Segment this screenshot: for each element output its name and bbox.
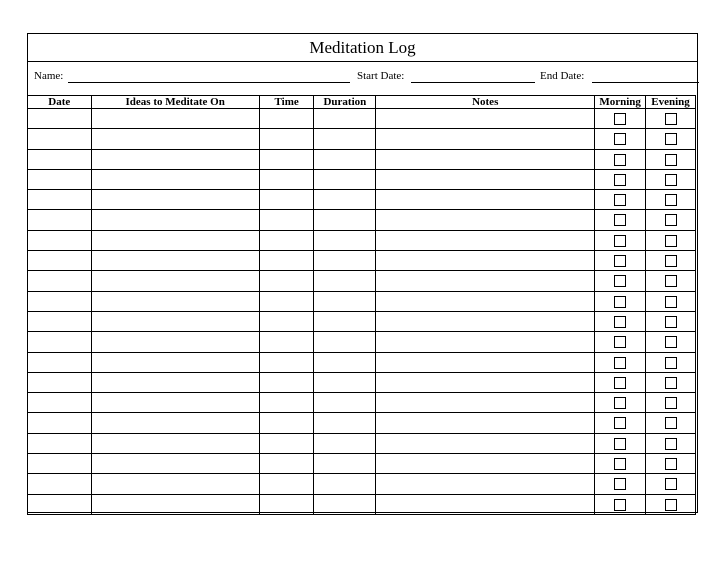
morning-checkbox[interactable]	[614, 478, 626, 490]
time-cell[interactable]	[259, 210, 314, 230]
date-cell[interactable]	[28, 494, 92, 514]
table-row	[28, 474, 696, 494]
evening-cell	[646, 332, 696, 352]
time-cell[interactable]	[259, 149, 314, 169]
evening-checkbox[interactable]	[665, 275, 677, 287]
date-cell[interactable]	[28, 291, 92, 311]
table-row	[28, 494, 696, 514]
duration-cell[interactable]	[314, 271, 376, 291]
evening-cell	[646, 494, 696, 514]
ideas-cell[interactable]	[91, 210, 259, 230]
duration-cell[interactable]	[314, 474, 376, 494]
duration-cell[interactable]	[314, 169, 376, 189]
evening-cell	[646, 169, 696, 189]
notes-cell[interactable]	[376, 311, 595, 331]
morning-cell	[595, 210, 646, 230]
date-cell[interactable]	[28, 433, 92, 453]
evening-checkbox[interactable]	[665, 316, 677, 328]
evening-cell	[646, 230, 696, 250]
duration-cell[interactable]	[314, 291, 376, 311]
morning-checkbox[interactable]	[614, 113, 626, 125]
evening-cell	[646, 454, 696, 474]
ideas-cell[interactable]	[91, 454, 259, 474]
date-cell[interactable]	[28, 372, 92, 392]
morning-checkbox[interactable]	[614, 214, 626, 226]
evening-checkbox[interactable]	[665, 499, 677, 511]
column-header-notes: Notes	[376, 96, 595, 109]
duration-cell[interactable]	[314, 311, 376, 331]
notes-cell[interactable]	[376, 372, 595, 392]
ideas-cell[interactable]	[91, 129, 259, 149]
ideas-cell[interactable]	[91, 311, 259, 331]
ideas-cell[interactable]	[91, 109, 259, 129]
time-cell[interactable]	[259, 291, 314, 311]
table-row	[28, 169, 696, 189]
morning-cell	[595, 271, 646, 291]
ideas-cell[interactable]	[91, 433, 259, 453]
ideas-cell[interactable]	[91, 251, 259, 271]
notes-cell[interactable]	[376, 413, 595, 433]
start-date-label: Start Date:	[357, 70, 405, 82]
notes-cell[interactable]	[376, 352, 595, 372]
morning-cell	[595, 433, 646, 453]
evening-checkbox[interactable]	[665, 417, 677, 429]
evening-checkbox[interactable]	[665, 438, 677, 450]
info-row	[28, 62, 697, 95]
morning-checkbox[interactable]	[614, 275, 626, 287]
ideas-cell[interactable]	[91, 230, 259, 250]
evening-cell	[646, 311, 696, 331]
time-cell[interactable]	[259, 413, 314, 433]
table-row	[28, 190, 696, 210]
date-cell[interactable]	[28, 109, 92, 129]
evening-checkbox[interactable]	[665, 133, 677, 145]
morning-cell	[595, 311, 646, 331]
duration-cell[interactable]	[314, 454, 376, 474]
notes-cell[interactable]	[376, 251, 595, 271]
table-row	[28, 433, 696, 453]
table-row	[28, 372, 696, 392]
date-cell[interactable]	[28, 169, 92, 189]
date-cell[interactable]	[28, 332, 92, 352]
evening-cell	[646, 474, 696, 494]
time-cell[interactable]	[259, 190, 314, 210]
morning-cell	[595, 352, 646, 372]
evening-checkbox[interactable]	[665, 235, 677, 247]
notes-cell[interactable]	[376, 271, 595, 291]
evening-cell	[646, 251, 696, 271]
duration-cell[interactable]	[314, 352, 376, 372]
evening-cell	[646, 393, 696, 413]
table-row	[28, 109, 696, 129]
evening-checkbox[interactable]	[665, 154, 677, 166]
evening-checkbox[interactable]	[665, 174, 677, 186]
notes-cell[interactable]	[376, 190, 595, 210]
time-cell[interactable]	[259, 433, 314, 453]
evening-cell	[646, 271, 696, 291]
notes-cell[interactable]	[376, 454, 595, 474]
ideas-cell[interactable]	[91, 271, 259, 291]
time-cell[interactable]	[259, 372, 314, 392]
morning-cell	[595, 149, 646, 169]
morning-cell	[595, 251, 646, 271]
evening-cell	[646, 433, 696, 453]
notes-cell[interactable]	[376, 433, 595, 453]
morning-checkbox[interactable]	[614, 194, 626, 206]
evening-cell	[646, 109, 696, 129]
morning-checkbox[interactable]	[614, 255, 626, 267]
evening-cell	[646, 190, 696, 210]
morning-checkbox[interactable]	[614, 336, 626, 348]
duration-cell[interactable]	[314, 230, 376, 250]
notes-cell[interactable]	[376, 474, 595, 494]
morning-checkbox[interactable]	[614, 154, 626, 166]
morning-cell	[595, 494, 646, 514]
ideas-cell[interactable]	[91, 474, 259, 494]
notes-cell[interactable]	[376, 291, 595, 311]
table-row	[28, 251, 696, 271]
morning-checkbox[interactable]	[614, 133, 626, 145]
duration-cell[interactable]	[314, 332, 376, 352]
evening-cell	[646, 210, 696, 230]
duration-cell[interactable]	[314, 210, 376, 230]
morning-cell	[595, 169, 646, 189]
date-cell[interactable]	[28, 190, 92, 210]
date-cell[interactable]	[28, 352, 92, 372]
header-row	[28, 96, 696, 109]
ideas-cell[interactable]	[91, 190, 259, 210]
notes-cell[interactable]	[376, 393, 595, 413]
meditation-log-sheet	[27, 33, 698, 513]
column-header-ideas: Ideas to Meditate On	[91, 96, 259, 109]
duration-cell[interactable]	[314, 129, 376, 149]
date-cell[interactable]	[28, 149, 92, 169]
end-date-field[interactable]	[592, 82, 699, 83]
ideas-cell[interactable]	[91, 169, 259, 189]
table-row	[28, 129, 696, 149]
morning-cell	[595, 413, 646, 433]
date-cell[interactable]	[28, 454, 92, 474]
date-cell[interactable]	[28, 393, 92, 413]
time-cell[interactable]	[259, 352, 314, 372]
column-header-date: Date	[28, 96, 92, 109]
evening-checkbox[interactable]	[665, 478, 677, 490]
log-table	[27, 95, 696, 515]
time-cell[interactable]	[259, 311, 314, 331]
time-cell[interactable]	[259, 454, 314, 474]
end-date-label: End Date:	[540, 70, 585, 82]
evening-checkbox[interactable]	[665, 458, 677, 470]
morning-cell	[595, 291, 646, 311]
evening-cell	[646, 129, 696, 149]
time-cell[interactable]	[259, 230, 314, 250]
date-cell[interactable]	[28, 474, 92, 494]
time-cell[interactable]	[259, 129, 314, 149]
time-cell[interactable]	[259, 169, 314, 189]
duration-cell[interactable]	[314, 149, 376, 169]
ideas-cell[interactable]	[91, 494, 259, 514]
notes-cell[interactable]	[376, 210, 595, 230]
evening-checkbox[interactable]	[665, 214, 677, 226]
evening-checkbox[interactable]	[665, 336, 677, 348]
name-field[interactable]	[68, 82, 350, 83]
name-label: Name:	[34, 70, 64, 82]
date-cell[interactable]	[28, 413, 92, 433]
morning-checkbox[interactable]	[614, 296, 626, 308]
log-body	[28, 109, 696, 515]
ideas-cell[interactable]	[91, 352, 259, 372]
morning-checkbox[interactable]	[614, 499, 626, 511]
table-row	[28, 271, 696, 291]
morning-cell	[595, 474, 646, 494]
table-row	[28, 413, 696, 433]
evening-cell	[646, 372, 696, 392]
morning-checkbox[interactable]	[614, 397, 626, 409]
table-row	[28, 352, 696, 372]
evening-checkbox[interactable]	[665, 377, 677, 389]
time-cell[interactable]	[259, 332, 314, 352]
duration-cell[interactable]	[314, 372, 376, 392]
table-row	[28, 454, 696, 474]
time-cell[interactable]	[259, 494, 314, 514]
duration-cell[interactable]	[314, 494, 376, 514]
morning-checkbox[interactable]	[614, 458, 626, 470]
morning-checkbox[interactable]	[614, 174, 626, 186]
morning-checkbox[interactable]	[614, 316, 626, 328]
morning-checkbox[interactable]	[614, 377, 626, 389]
duration-cell[interactable]	[314, 433, 376, 453]
table-row	[28, 210, 696, 230]
ideas-cell[interactable]	[91, 413, 259, 433]
notes-cell[interactable]	[376, 169, 595, 189]
start-date-field[interactable]	[411, 82, 535, 83]
duration-cell[interactable]	[314, 393, 376, 413]
column-header-time: Time	[259, 96, 314, 109]
morning-cell	[595, 129, 646, 149]
ideas-cell[interactable]	[91, 332, 259, 352]
date-cell[interactable]	[28, 271, 92, 291]
evening-checkbox[interactable]	[665, 194, 677, 206]
column-header-morning: Morning	[595, 96, 646, 109]
date-cell[interactable]	[28, 251, 92, 271]
column-header-evening: Evening	[646, 96, 696, 109]
evening-cell	[646, 149, 696, 169]
time-cell[interactable]	[259, 474, 314, 494]
table-row	[28, 149, 696, 169]
evening-checkbox[interactable]	[665, 357, 677, 369]
time-cell[interactable]	[259, 393, 314, 413]
evening-cell	[646, 291, 696, 311]
morning-cell	[595, 230, 646, 250]
morning-cell	[595, 109, 646, 129]
column-header-duration: Duration	[314, 96, 376, 109]
table-row	[28, 393, 696, 413]
ideas-cell[interactable]	[91, 372, 259, 392]
ideas-cell[interactable]	[91, 291, 259, 311]
table-row	[28, 311, 696, 331]
evening-checkbox[interactable]	[665, 113, 677, 125]
notes-cell[interactable]	[376, 230, 595, 250]
table-row	[28, 291, 696, 311]
duration-cell[interactable]	[314, 251, 376, 271]
evening-checkbox[interactable]	[665, 397, 677, 409]
morning-cell	[595, 393, 646, 413]
morning-cell	[595, 372, 646, 392]
duration-cell[interactable]	[314, 190, 376, 210]
page-title: Meditation Log	[28, 34, 697, 62]
morning-cell	[595, 332, 646, 352]
notes-cell[interactable]	[376, 129, 595, 149]
date-cell[interactable]	[28, 311, 92, 331]
date-cell[interactable]	[28, 230, 92, 250]
notes-cell[interactable]	[376, 149, 595, 169]
time-cell[interactable]	[259, 109, 314, 129]
evening-checkbox[interactable]	[665, 255, 677, 267]
morning-cell	[595, 190, 646, 210]
evening-cell	[646, 413, 696, 433]
notes-cell[interactable]	[376, 109, 595, 129]
time-cell[interactable]	[259, 271, 314, 291]
evening-cell	[646, 352, 696, 372]
morning-checkbox[interactable]	[614, 417, 626, 429]
morning-checkbox[interactable]	[614, 438, 626, 450]
notes-cell[interactable]	[376, 332, 595, 352]
date-cell[interactable]	[28, 129, 92, 149]
ideas-cell[interactable]	[91, 149, 259, 169]
duration-cell[interactable]	[314, 413, 376, 433]
date-cell[interactable]	[28, 210, 92, 230]
morning-checkbox[interactable]	[614, 235, 626, 247]
time-cell[interactable]	[259, 251, 314, 271]
duration-cell[interactable]	[314, 109, 376, 129]
notes-cell[interactable]	[376, 494, 595, 514]
ideas-cell[interactable]	[91, 393, 259, 413]
table-row	[28, 332, 696, 352]
morning-cell	[595, 454, 646, 474]
evening-checkbox[interactable]	[665, 296, 677, 308]
morning-checkbox[interactable]	[614, 357, 626, 369]
table-row	[28, 230, 696, 250]
